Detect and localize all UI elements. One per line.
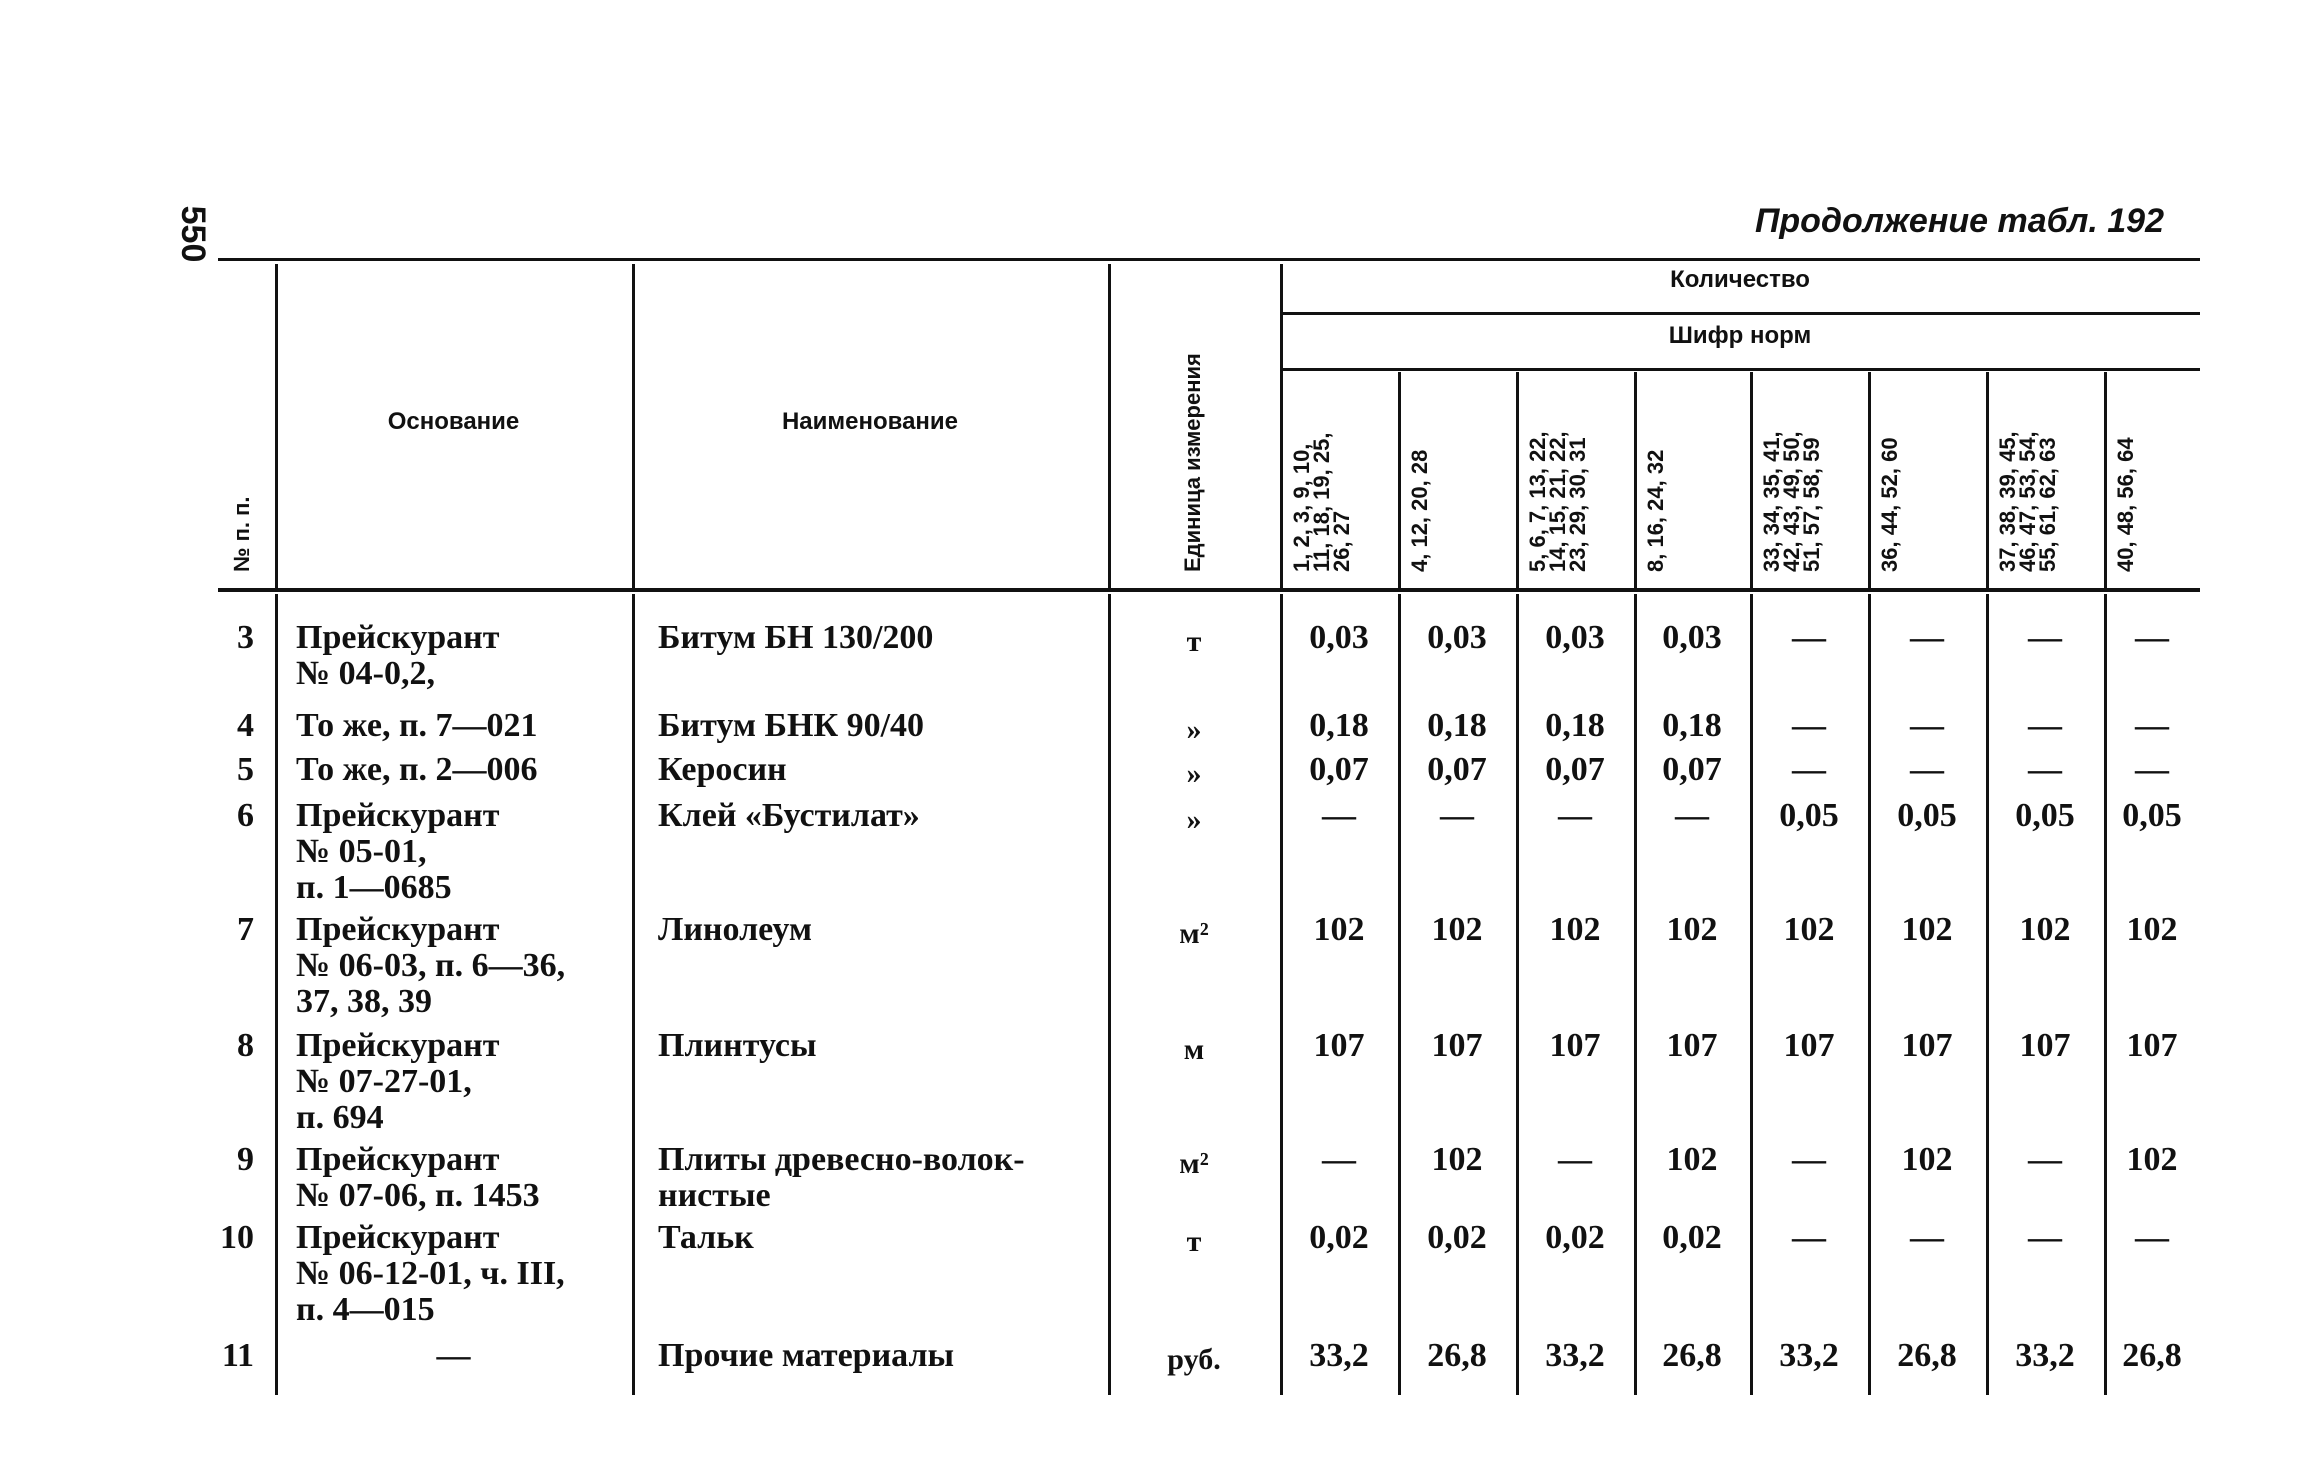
row-value: 0,07 xyxy=(1309,751,1369,788)
header-unit: Единица измерения xyxy=(1180,353,1205,572)
header-cipher-column: 36, 44, 52, 60 xyxy=(1877,437,1902,572)
row-number: 10 xyxy=(220,1219,254,1256)
row-value: 0,05 xyxy=(1779,797,1839,834)
row-value: 0,05 xyxy=(2015,797,2075,834)
row-value: — xyxy=(1440,797,1474,834)
header-cipher-column: 37, 38, 39, 45, 46, 47, 53, 54, 55, 61, 62, 63 xyxy=(1995,431,2060,572)
row-value: 33,2 xyxy=(2015,1337,2075,1374)
row-basis: То же, п. 7—021 xyxy=(296,707,538,744)
row-value: — xyxy=(1792,619,1826,656)
row-value: 0,02 xyxy=(1545,1219,1605,1256)
row-value: 33,2 xyxy=(1779,1337,1839,1374)
row-value: 102 xyxy=(1431,1141,1483,1178)
row-number: 8 xyxy=(237,1027,254,1064)
row-value: — xyxy=(1792,751,1826,788)
row-value: 102 xyxy=(1666,1141,1718,1178)
row-value: 26,8 xyxy=(1427,1337,1487,1374)
row-value: 0,03 xyxy=(1545,619,1605,656)
row-unit: » xyxy=(1186,803,1202,836)
row-basis: Прейскурант № 07-06, п. 1453 xyxy=(296,1141,540,1214)
row-value: — xyxy=(1910,1219,1944,1256)
row-name: Битум БН 130/200 xyxy=(658,619,934,656)
row-name: Керосин xyxy=(658,751,787,788)
header-cipher: Шифр норм xyxy=(1668,322,1812,349)
row-basis: — xyxy=(436,1337,471,1374)
row-value: 0,07 xyxy=(1662,751,1722,788)
row-value: 102 xyxy=(1666,911,1718,948)
row-value: — xyxy=(2028,1219,2062,1256)
row-number: 9 xyxy=(237,1141,254,1178)
row-value: 26,8 xyxy=(1897,1337,1957,1374)
row-value: 0,02 xyxy=(1427,1219,1487,1256)
header-cipher-divider xyxy=(1986,372,1989,588)
header-col-divider xyxy=(1280,264,1283,588)
row-number: 5 xyxy=(237,751,254,788)
row-basis: Прейскурант № 06-12-01, ч. III, п. 4—015 xyxy=(296,1219,565,1328)
row-value: — xyxy=(1558,1141,1592,1178)
row-name: Плиты древесно-волок- нистые xyxy=(658,1141,1025,1214)
header-cipher-divider xyxy=(1516,372,1519,588)
row-value: 26,8 xyxy=(1662,1337,1722,1374)
row-value: — xyxy=(1792,1141,1826,1178)
row-value: 107 xyxy=(1783,1027,1835,1064)
row-value: 33,2 xyxy=(1545,1337,1605,1374)
header-cipher-column: 5, 6, 7, 13, 22, 14, 15, 21, 22, 23, 29, 30, 31 xyxy=(1525,431,1590,572)
row-name: Битум БНК 90/40 xyxy=(658,707,925,744)
row-value: — xyxy=(1675,797,1709,834)
row-name: Тальк xyxy=(658,1219,754,1256)
body-col-divider xyxy=(275,594,278,1395)
row-basis: Прейскурант № 06-03, п. 6—36, 37, 38, 39 xyxy=(296,911,566,1020)
row-unit: т xyxy=(1186,625,1202,658)
row-name: Плинтусы xyxy=(658,1027,817,1064)
row-value: 102 xyxy=(1313,911,1365,948)
row-value: 107 xyxy=(1313,1027,1365,1064)
row-value: — xyxy=(2135,619,2169,656)
header-cipher-column: 4, 12, 20, 28 xyxy=(1407,449,1432,572)
row-basis: Прейскурант № 07-27-01, п. 694 xyxy=(296,1027,500,1136)
header-name: Наименование xyxy=(781,408,959,435)
row-unit: т xyxy=(1186,1225,1202,1258)
row-basis: Прейскурант № 05-01, п. 1—0685 xyxy=(296,797,500,906)
row-value: 0,07 xyxy=(1427,751,1487,788)
row-value: 0,03 xyxy=(1427,619,1487,656)
body-col-divider xyxy=(632,594,635,1395)
header-cipher-column: 33, 34, 35, 41, 42, 43, 49, 50, 51, 57, 58, 59 xyxy=(1759,431,1824,572)
row-value: — xyxy=(1322,797,1356,834)
row-value: — xyxy=(2028,1141,2062,1178)
row-value: 102 xyxy=(2126,1141,2178,1178)
row-value: 107 xyxy=(2126,1027,2178,1064)
row-value: 107 xyxy=(1901,1027,1953,1064)
row-value: — xyxy=(1792,1219,1826,1256)
row-value: 107 xyxy=(2019,1027,2071,1064)
row-value: 0,18 xyxy=(1545,707,1605,744)
row-value: 33,2 xyxy=(1309,1337,1369,1374)
header-cipher-column: 1, 2, 3, 9, 10, 11, 18, 19, 25, 26, 27 xyxy=(1289,432,1354,572)
row-number: 7 xyxy=(237,911,254,948)
row-value: — xyxy=(1910,707,1944,744)
row-value: 0,18 xyxy=(1427,707,1487,744)
row-value: 26,8 xyxy=(2122,1337,2182,1374)
row-value: — xyxy=(2135,751,2169,788)
header-cipher-column: 8, 16, 24, 32 xyxy=(1643,449,1668,572)
header-num: № п. п. xyxy=(229,496,254,572)
row-value: 107 xyxy=(1666,1027,1718,1064)
row-name: Клей «Бустилат» xyxy=(658,797,920,834)
row-value: 107 xyxy=(1431,1027,1483,1064)
header-cipher-divider xyxy=(1634,372,1637,588)
row-value: — xyxy=(1910,619,1944,656)
row-unit: м² xyxy=(1179,917,1209,950)
row-number: 6 xyxy=(237,797,254,834)
row-name: Линолеум xyxy=(658,911,813,948)
table-caption: Продолжение табл. 192 xyxy=(1754,202,2164,240)
row-value: — xyxy=(1910,751,1944,788)
header-cipher-divider xyxy=(1750,372,1753,588)
row-value: 0,18 xyxy=(1662,707,1722,744)
row-value: 102 xyxy=(1549,911,1601,948)
row-value: 102 xyxy=(1901,911,1953,948)
row-value: 107 xyxy=(1549,1027,1601,1064)
row-value: 0,18 xyxy=(1309,707,1369,744)
row-value: 102 xyxy=(1901,1141,1953,1178)
header-col-divider xyxy=(1108,264,1111,588)
row-basis: То же, п. 2—006 xyxy=(296,751,538,788)
row-unit: м xyxy=(1183,1033,1205,1066)
row-value: — xyxy=(2028,619,2062,656)
header-bottom-rule xyxy=(218,588,2200,592)
header-quantity: Количество xyxy=(1670,266,1810,293)
header-cipher-column: 40, 48, 56, 64 xyxy=(2113,437,2138,572)
row-value: 102 xyxy=(1431,911,1483,948)
row-unit: руб. xyxy=(1167,1343,1221,1376)
row-unit: » xyxy=(1186,757,1202,790)
header-cipher-divider xyxy=(1398,372,1401,588)
row-value: 0,02 xyxy=(1309,1219,1369,1256)
row-value: — xyxy=(1322,1141,1356,1178)
row-value: — xyxy=(2135,1219,2169,1256)
cipher-rule xyxy=(1280,368,2200,371)
row-number: 3 xyxy=(237,619,254,656)
header-top-rule xyxy=(218,258,2200,261)
row-value: — xyxy=(1558,797,1592,834)
row-value: — xyxy=(2028,707,2062,744)
row-number: 11 xyxy=(221,1337,254,1374)
row-value: — xyxy=(1792,707,1826,744)
row-value: 0,02 xyxy=(1662,1219,1722,1256)
row-value: 0,03 xyxy=(1309,619,1369,656)
row-value: 0,05 xyxy=(2122,797,2182,834)
header-basis: Основание xyxy=(387,408,520,435)
row-value: 102 xyxy=(2019,911,2071,948)
row-unit: » xyxy=(1186,713,1202,746)
row-value: 102 xyxy=(2126,911,2178,948)
row-basis: Прейскурант № 04-0,2, xyxy=(296,619,500,692)
row-name: Прочие материалы xyxy=(658,1337,955,1374)
quantity-rule xyxy=(1280,312,2200,315)
row-value: 0,07 xyxy=(1545,751,1605,788)
row-number: 4 xyxy=(237,707,254,744)
row-value: — xyxy=(2135,707,2169,744)
header-cipher-divider xyxy=(2104,372,2107,588)
page-number: 550 xyxy=(174,205,212,263)
row-unit: м² xyxy=(1179,1147,1209,1180)
row-value: 0,05 xyxy=(1897,797,1957,834)
row-value: 0,03 xyxy=(1662,619,1722,656)
row-value: — xyxy=(2028,751,2062,788)
header-cipher-divider xyxy=(1868,372,1871,588)
row-value: 102 xyxy=(1783,911,1835,948)
